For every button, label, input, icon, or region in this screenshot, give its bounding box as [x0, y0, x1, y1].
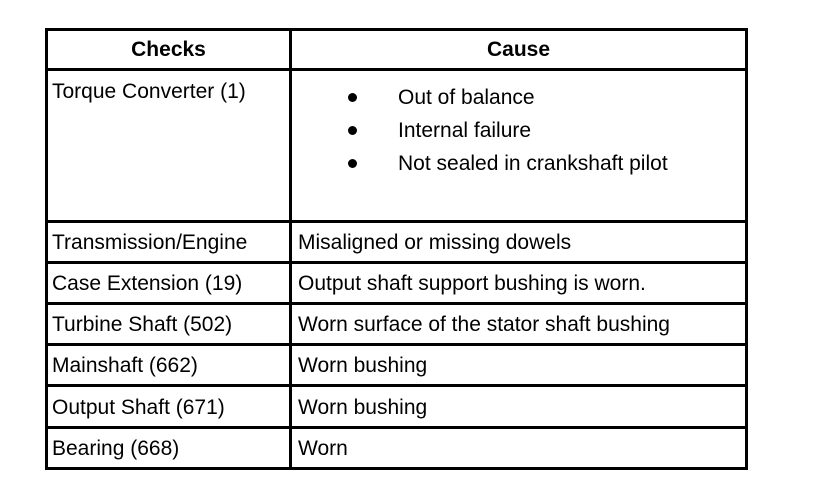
- cause-cell: Worn surface of the stator shaft bushing: [298, 313, 670, 336]
- column-divider: [289, 28, 292, 470]
- cause-cell: Worn bushing: [298, 396, 428, 419]
- table-border-left: [45, 28, 48, 470]
- row-divider: [45, 220, 748, 223]
- check-cell: Transmission/Engine: [52, 231, 248, 254]
- check-cell: Case Extension (19): [52, 272, 243, 295]
- row-divider: [45, 68, 748, 71]
- check-cell: Turbine Shaft (502): [52, 313, 233, 336]
- row-divider: [45, 384, 748, 387]
- cause-cell: Worn: [298, 437, 348, 460]
- cause-cell: Worn bushing: [298, 354, 428, 377]
- check-torque-converter: Torque Converter (1): [52, 80, 246, 103]
- row-divider: [45, 261, 748, 264]
- check-cell: Mainshaft (662): [52, 354, 198, 377]
- row-divider: [45, 302, 748, 305]
- bullet-icon: [348, 159, 357, 168]
- table-border-top: [45, 28, 748, 31]
- table-border-right: [745, 28, 748, 470]
- row-divider: [45, 426, 748, 429]
- row-divider: [45, 343, 748, 346]
- cause-text: Not sealed in crankshaft pilot: [398, 152, 668, 175]
- header-cause: Cause: [486, 38, 551, 61]
- header-checks: Checks: [131, 38, 206, 61]
- diagnosis-table: [45, 28, 748, 470]
- bullet-icon: [348, 126, 357, 135]
- table-border-bottom: [45, 467, 748, 470]
- cause-cell: Output shaft support bushing is worn.: [298, 272, 646, 295]
- check-cell: Bearing (668): [52, 437, 180, 460]
- bullet-icon: [348, 93, 357, 102]
- cause-text: Out of balance: [398, 86, 535, 109]
- cause-text: Internal failure: [398, 119, 532, 142]
- check-cell: Output Shaft (671): [52, 396, 225, 419]
- cause-cell: Misaligned or missing dowels: [298, 231, 572, 254]
